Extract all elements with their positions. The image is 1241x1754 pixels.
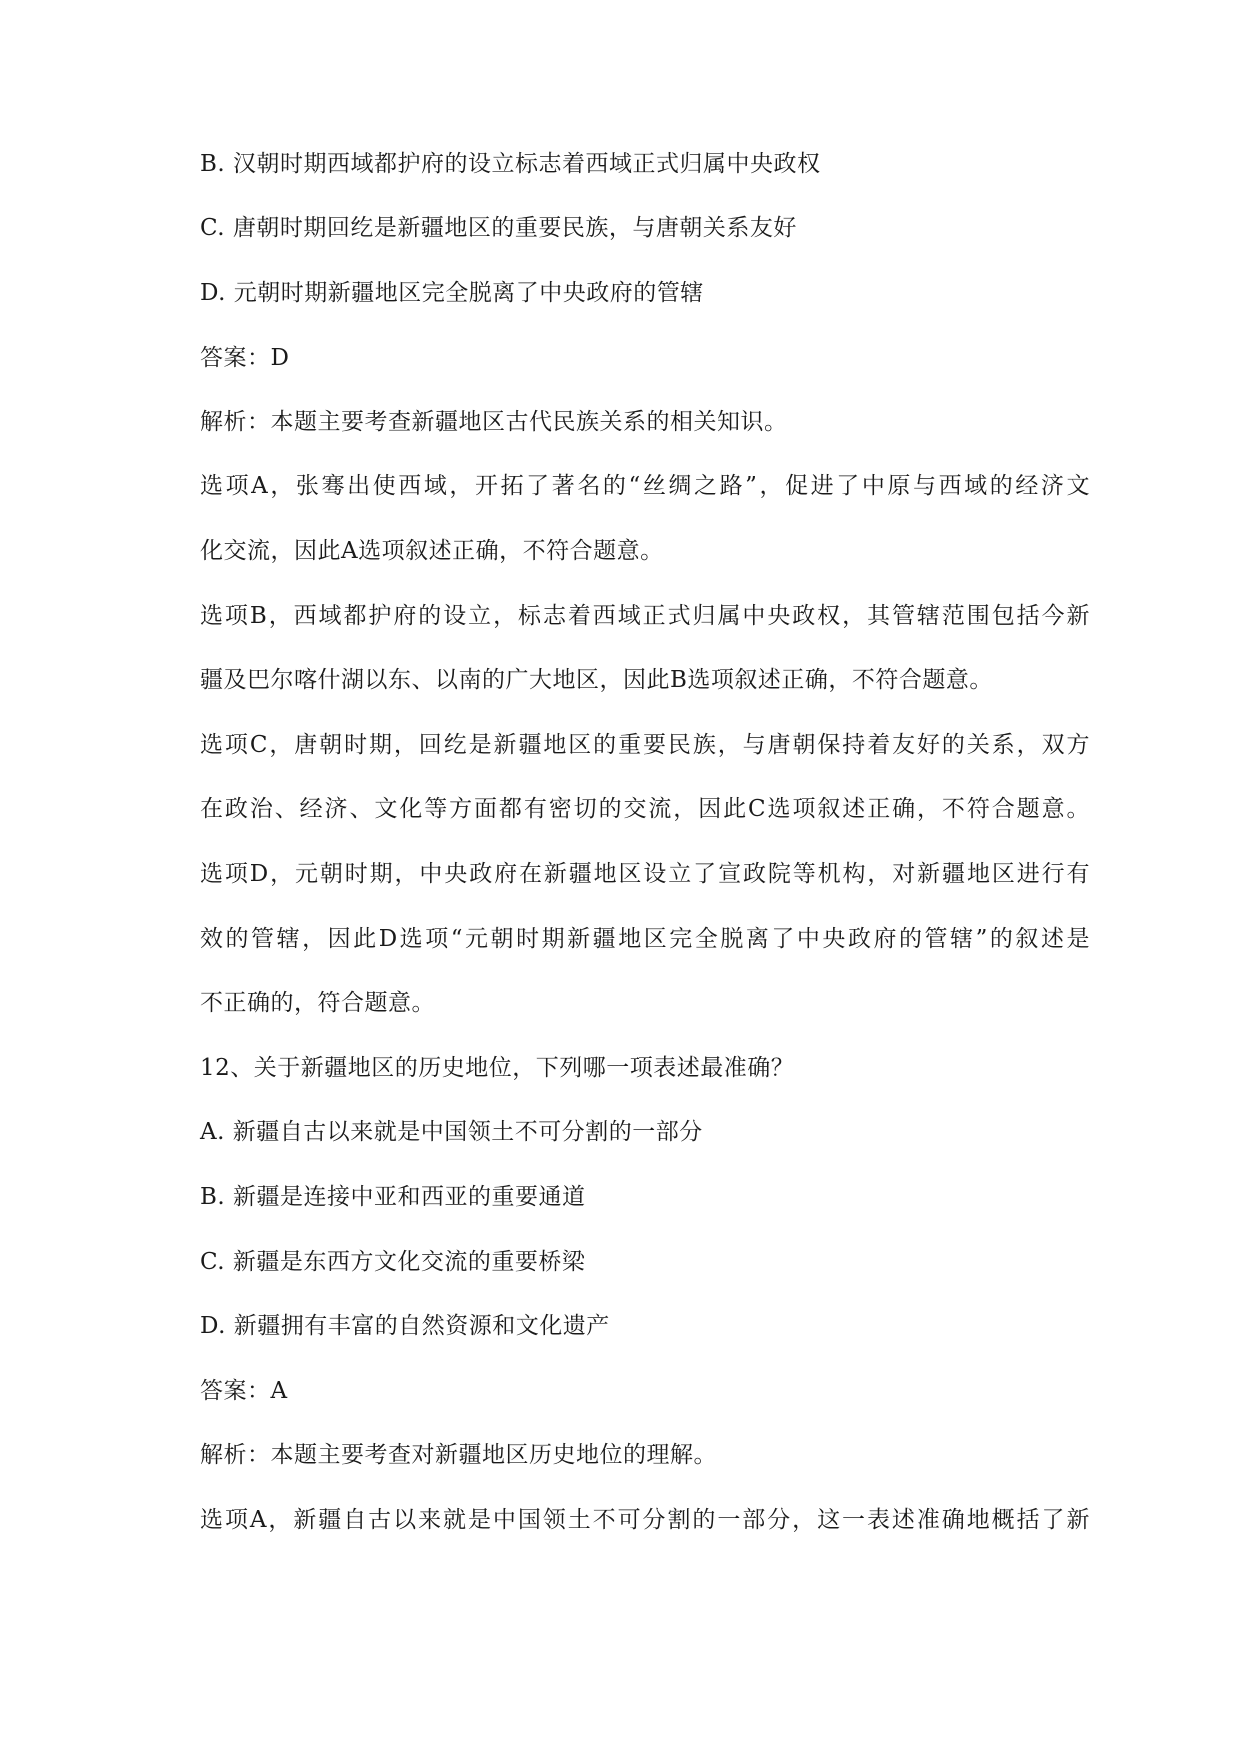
explanation-a-line-1: 选项A，新疆自古以来就是中国领土不可分割的一部分，这一表述准确地概括了新 <box>200 1507 1090 1533</box>
analysis-line: 解析：本题主要考查对新疆地区历史地位的理解。 <box>200 1442 717 1468</box>
explanation-d-line-2: 效的管辖，因此D选项“元朝时期新疆地区完全脱离了中央政府的管辖”的叙述是 <box>200 926 1090 952</box>
option-a-line: A. 新疆自古以来就是中国领土不可分割的一部分 <box>200 1119 703 1145</box>
answer-line: 答案：A <box>200 1378 288 1404</box>
explanation-a-line-2: 化交流，因此A选项叙述正确，不符合题意。 <box>200 538 664 564</box>
explanation-c-line-2: 在政治、经济、文化等方面都有密切的交流，因此C选项叙述正确，不符合题意。 <box>200 796 1090 822</box>
explanation-b-line-1: 选项B，西域都护府的设立，标志着西域正式归属中央政权，其管辖范围包括今新 <box>200 603 1090 629</box>
explanation-c-line-1: 选项C，唐朝时期，回纥是新疆地区的重要民族，与唐朝保持着友好的关系，双方 <box>200 732 1090 758</box>
option-d-line: D. 新疆拥有丰富的自然资源和文化遗产 <box>200 1313 610 1339</box>
explanation-d-line-3: 不正确的，符合题意。 <box>200 990 435 1016</box>
answer-line: 答案：D <box>200 345 290 371</box>
explanation-a-line-1: 选项A，张骞出使西域，开拓了著名的“丝绸之路”，促进了中原与西域的经济文 <box>200 473 1090 499</box>
option-b-line: B. 新疆是连接中亚和西亚的重要通道 <box>200 1184 586 1210</box>
option-c-line: C. 唐朝时期回纥是新疆地区的重要民族，与唐朝关系友好 <box>200 215 797 241</box>
question-12: 12、关于新疆地区的历史地位，下列哪一项表述最准确？ <box>200 1055 795 1081</box>
explanation-d-line-1: 选项D，元朝时期，中央政府在新疆地区设立了宣政院等机构，对新疆地区进行有 <box>200 861 1090 887</box>
option-d-line: D. 元朝时期新疆地区完全脱离了中央政府的管辖 <box>200 280 704 306</box>
analysis-line: 解析：本题主要考查新疆地区古代民族关系的相关知识。 <box>200 409 788 435</box>
option-b-line: B. 汉朝时期西域都护府的设立标志着西域正式归属中央政权 <box>200 151 821 177</box>
option-c-line: C. 新疆是东西方文化交流的重要桥梁 <box>200 1249 586 1275</box>
explanation-b-line-2: 疆及巴尔喀什湖以东、以南的广大地区，因此B选项叙述正确，不符合题意。 <box>200 667 993 693</box>
